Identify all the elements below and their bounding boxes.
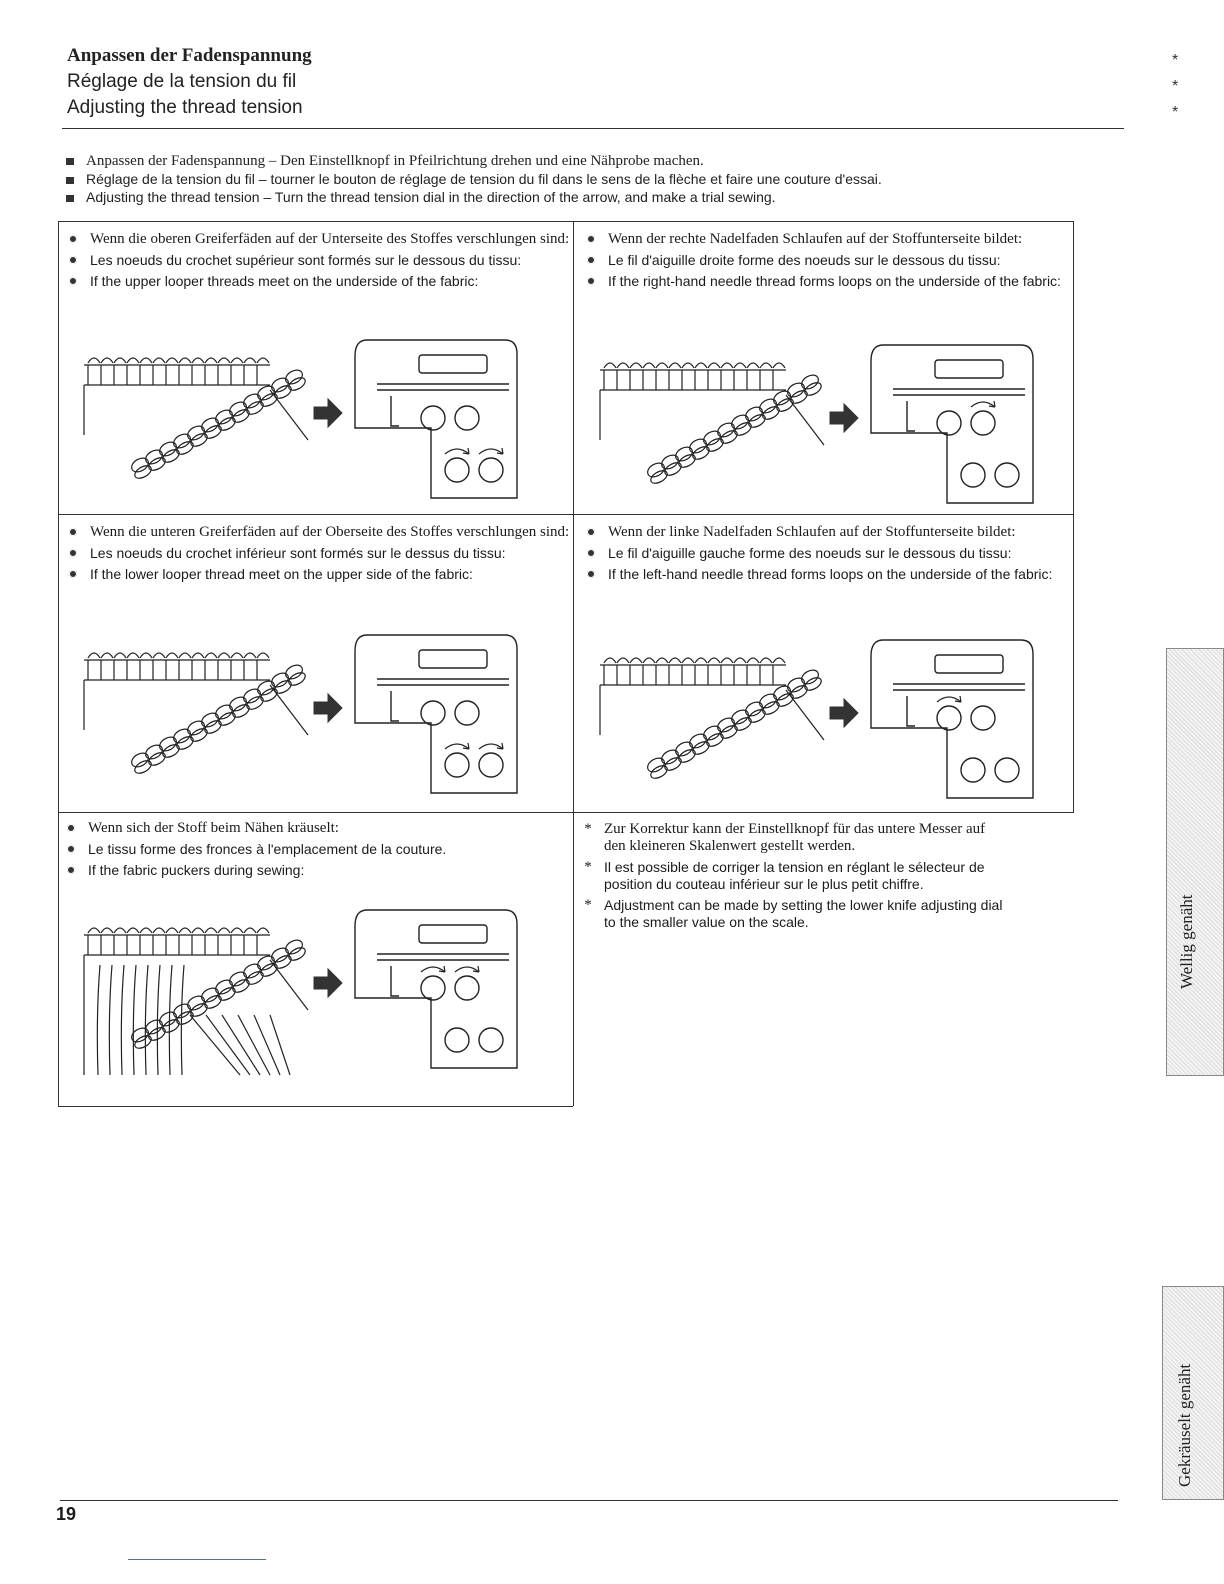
stitch-sample xyxy=(600,658,824,781)
bullet-square-icon xyxy=(66,195,74,202)
note-asterisk: * xyxy=(584,859,592,875)
arrow-right-icon xyxy=(830,404,858,432)
stitch-sample xyxy=(84,358,308,481)
bullet-dot-icon xyxy=(66,231,82,247)
note-asterisk: * xyxy=(584,821,592,837)
bullet-dot-icon xyxy=(64,862,80,878)
tension-dial-panel xyxy=(355,635,517,793)
bullet-dot-icon xyxy=(584,252,600,268)
bullet-dot-icon xyxy=(66,252,82,268)
dial-rotate-arrow-icon xyxy=(445,448,503,454)
stitch-illustration xyxy=(70,905,540,1085)
title-de: Anpassen der Fadenspannung xyxy=(67,45,312,66)
title-en: Adjusting the thread tension xyxy=(67,97,303,118)
footer-rule xyxy=(60,1500,1118,1501)
case-text-de: Wenn sich der Stoff beim Nähen kräuselt: xyxy=(88,820,339,836)
bullet-square-icon xyxy=(66,158,74,165)
case-text-en: If the upper looper threads meet on the underside of the fabric: xyxy=(90,273,479,289)
stitch-illustration xyxy=(70,335,540,515)
page-header xyxy=(67,43,312,121)
grid-line xyxy=(1073,221,1074,812)
grid-line xyxy=(58,1106,573,1107)
case-fabric-puckers xyxy=(64,820,569,883)
bullet-square-icon xyxy=(66,177,74,184)
bullet-dot-icon xyxy=(66,273,82,289)
right-edge-marks xyxy=(1172,48,1178,126)
tension-dial-panel xyxy=(355,340,517,498)
case-left-needle xyxy=(584,524,1066,587)
side-tab-label: Gekräuselt genäht xyxy=(1175,1363,1194,1487)
case-text-de: Wenn die oberen Greiferfäden auf der Unterseite des Stoffes verschlungen sind: xyxy=(90,231,570,247)
bullet-dot-icon xyxy=(64,820,80,836)
asterisk-mark: * xyxy=(1172,78,1179,95)
side-tab-label: Wellig genäht xyxy=(1177,894,1196,989)
arrow-right-icon xyxy=(314,969,342,997)
side-tab-wellig[interactable] xyxy=(1166,648,1224,1076)
case-text-en: If the fabric puckers during sewing: xyxy=(88,862,305,878)
stitch-illustration xyxy=(70,630,540,810)
case-lower-looper xyxy=(66,524,571,587)
bullet-dot-icon xyxy=(66,524,82,540)
tension-dial-panel xyxy=(871,640,1033,798)
bullet-dot-icon xyxy=(584,273,600,289)
case-text-en: If the left-hand needle thread forms loops on the underside of the fabric: xyxy=(608,566,1053,582)
footer-link-rule xyxy=(128,1559,266,1560)
header-rule xyxy=(62,128,1124,129)
tension-dial-panel xyxy=(871,345,1033,503)
case-text-en: If the right-hand needle thread forms loops on the underside of the fabric: xyxy=(608,273,1061,289)
asterisk-mark: * xyxy=(1172,52,1179,69)
case-text-de: Wenn der rechte Nadelfaden Schlaufen auf der Stoffunterseite bildet: xyxy=(608,231,1023,247)
case-text-fr: Le tissu forme des fronces à l'emplacement de la couture. xyxy=(88,841,447,857)
intro-fr: Réglage de la tension du fil – tourner le bouton de réglage de tension du fil dans le sens de la flèche et faire une couture d'essai. xyxy=(86,171,882,187)
page-number: 19 xyxy=(56,1504,77,1524)
grid-line xyxy=(573,221,574,1106)
case-text-de: Wenn die unteren Greiferfäden auf der Oberseite des Stoffes verschlungen sind: xyxy=(90,524,570,540)
stitch-sample xyxy=(84,928,308,1075)
intro-block xyxy=(66,152,882,206)
dial-rotate-arrow-icon xyxy=(445,743,503,749)
arrow-right-icon xyxy=(830,699,858,727)
arrow-right-icon xyxy=(314,694,342,722)
grid-line xyxy=(58,221,1074,222)
case-text-fr: Les noeuds du crochet supérieur sont formés sur le dessous du tissu: xyxy=(90,252,522,268)
note-fr: Il est possible de corriger la tension en réglant le sélecteur de position du couteau inférieur sur le plus petit chiffre. xyxy=(604,859,985,892)
note-en: Adjustment can be made by setting the lower knife adjusting dial to the smaller value on the scale. xyxy=(604,897,1003,930)
grid-line xyxy=(58,221,59,1106)
dial-rotate-arrow-icon xyxy=(421,966,479,972)
case-text-fr: Le fil d'aiguille droite forme des noeuds sur le dessous du tissu: xyxy=(608,252,1001,268)
bullet-dot-icon xyxy=(66,545,82,561)
bullet-dot-icon xyxy=(584,231,600,247)
note-asterisk: * xyxy=(584,897,592,913)
bullet-dot-icon xyxy=(584,524,600,540)
arrow-right-icon xyxy=(314,399,342,427)
tension-dial-panel xyxy=(355,910,517,1068)
dial-rotate-arrow-icon xyxy=(937,696,961,702)
bullet-dot-icon xyxy=(584,566,600,582)
stitch-illustration xyxy=(586,635,1056,815)
case-text-fr: Les noeuds du crochet inférieur sont formés sur le dessus du tissu: xyxy=(90,545,506,561)
bullet-dot-icon xyxy=(64,841,80,857)
correction-notes xyxy=(580,821,1010,935)
side-tab-gekrauselt[interactable] xyxy=(1162,1286,1224,1500)
dial-rotate-arrow-icon xyxy=(971,401,995,407)
case-upper-looper xyxy=(66,231,571,294)
stitch-illustration xyxy=(586,340,1056,520)
bullet-dot-icon xyxy=(584,545,600,561)
title-fr: Réglage de la tension du fil xyxy=(67,71,297,92)
intro-de: Anpassen der Fadenspannung – Den Einstellknopf in Pfeilrichtung drehen und eine Nähprobe machen. xyxy=(86,153,704,169)
asterisk-mark: * xyxy=(1172,104,1179,121)
stitch-sample xyxy=(600,363,824,486)
intro-en: Adjusting the thread tension – Turn the thread tension dial in the direction of the arrow, and make a trial sewing. xyxy=(86,189,776,205)
note-de: Zur Korrektur kann der Einstellknopf für das untere Messer auf den kleineren Skalenwert gestellt werden. xyxy=(604,821,986,854)
case-text-fr: Le fil d'aiguille gauche forme des noeuds sur le dessous du tissu: xyxy=(608,545,1012,561)
case-text-de: Wenn der linke Nadelfaden Schlaufen auf der Stoffunterseite bildet: xyxy=(608,524,1016,540)
case-right-needle xyxy=(584,231,1066,294)
bullet-dot-icon xyxy=(66,566,82,582)
stitch-sample xyxy=(84,653,308,776)
case-text-en: If the lower looper thread meet on the upper side of the fabric: xyxy=(90,566,473,582)
